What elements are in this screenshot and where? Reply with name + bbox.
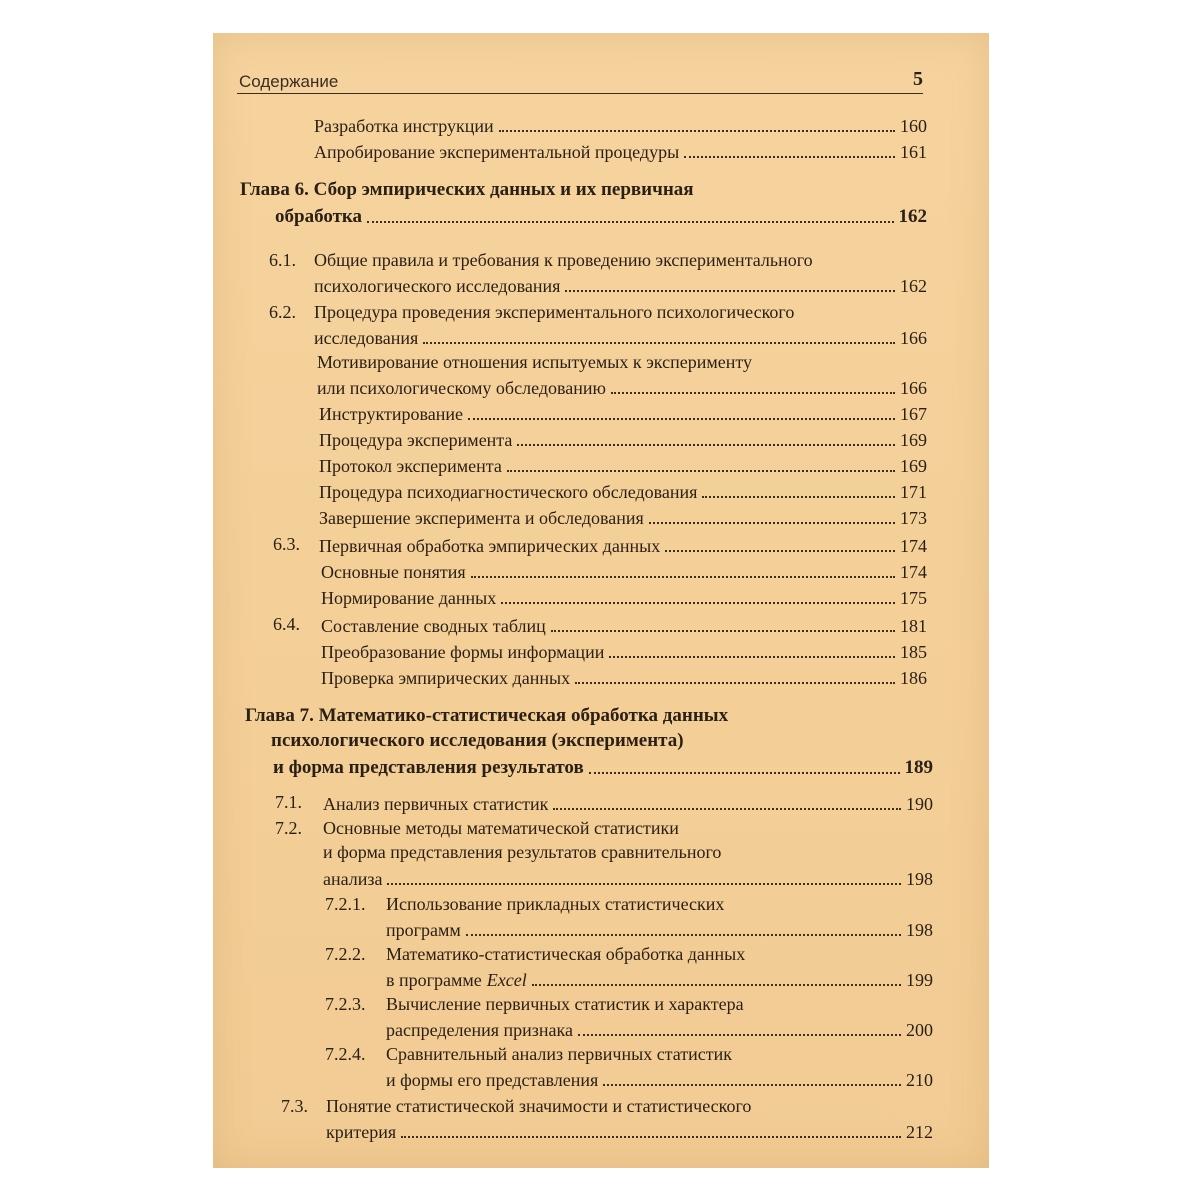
- section-number: 6.1.: [269, 250, 296, 270]
- toc-entry: Составление сводных таблиц 181: [321, 616, 927, 636]
- toc-entry: Завершение эксперимента и обследования 173: [319, 508, 927, 528]
- toc-entry: программ 198: [386, 920, 933, 940]
- toc-entry: распределения признака 200: [386, 1020, 933, 1040]
- section-number: 6.2.: [269, 302, 296, 322]
- toc-entry-line: Понятие статистической значимости и статистического: [326, 1096, 752, 1116]
- toc-entry: Инструктирование 167: [319, 404, 927, 424]
- toc-entry: исследования 166: [314, 328, 927, 348]
- toc-entry: Апробирование экспериментальной процедуры 161: [314, 142, 927, 162]
- toc-entry-line: и форма представления результатов сравнительного: [323, 842, 722, 862]
- chapter-title-line: Глава 6. Сбор эмпирических данных и их первичная: [240, 179, 694, 200]
- toc-entry: критерия 212: [326, 1122, 933, 1142]
- toc-entry: Процедура эксперимента 169: [319, 430, 927, 450]
- toc-entry: Основные понятия 174: [321, 562, 927, 582]
- toc-entry-line: Процедура проведения экспериментального психологического: [314, 302, 795, 322]
- subsection-number: 7.2.3.: [325, 994, 366, 1014]
- chapter-title-line: Глава 7. Математико-статистическая обработка данных: [245, 705, 729, 726]
- toc-entry: Разработка инструкции 160: [314, 116, 927, 136]
- toc-entry: психологического исследования 162: [314, 276, 927, 296]
- toc-entry: Нормирование данных 175: [321, 588, 927, 608]
- section-number: 6.3.: [273, 534, 300, 554]
- section-number: 7.1.: [275, 792, 302, 812]
- table-of-contents: [213, 33, 989, 1168]
- chapter-entry: и форма представления результатов 189: [273, 757, 933, 778]
- toc-entry-line: Общие правила и требования к проведению экспериментального: [314, 250, 813, 270]
- section-number: 6.4.: [273, 614, 300, 634]
- toc-entry: или психологическому обследованию 166: [317, 378, 927, 398]
- toc-entry: Протокол эксперимента 169: [319, 456, 927, 476]
- toc-entry: Процедура психодиагностического обследования 171: [319, 482, 927, 502]
- toc-entry-line: Основные методы математической статистики: [323, 818, 679, 838]
- toc-entry: Преобразование формы информации 185: [321, 642, 927, 662]
- toc-entry-line: Мотивирование отношения испытуемых к эксперименту: [317, 352, 752, 372]
- toc-entry: Первичная обработка эмпирических данных 174: [319, 536, 927, 556]
- toc-entry-line: Сравнительный анализ первичных статистик: [386, 1044, 733, 1064]
- toc-entry-line: Вычисление первичных статистик и характера: [386, 994, 744, 1014]
- toc-entry-line: Математико-статистическая обработка данных: [386, 944, 746, 964]
- section-number: 7.3.: [281, 1096, 308, 1116]
- excel-term: Excel: [486, 970, 527, 990]
- page-number: 5: [913, 68, 923, 90]
- chapter-title-line: психологического исследования (эксперимента): [271, 730, 684, 751]
- section-number: 7.2.: [275, 818, 302, 838]
- chapter-entry: обработка 162: [275, 206, 927, 227]
- header-title: Содержание: [239, 72, 339, 91]
- toc-entry: анализа 198: [323, 869, 933, 889]
- subsection-number: 7.2.1.: [325, 894, 366, 914]
- subsection-number: 7.2.2.: [325, 944, 366, 964]
- book-page: [213, 33, 989, 1168]
- toc-entry: Анализ первичных статистик 190: [323, 794, 933, 814]
- toc-entry: в программе Excel 199: [386, 970, 933, 990]
- toc-entry-line: Использование прикладных статистических: [386, 894, 725, 914]
- toc-entry: и формы его представления 210: [386, 1070, 933, 1090]
- subsection-number: 7.2.4.: [325, 1044, 366, 1064]
- toc-entry: Проверка эмпирических данных 186: [321, 668, 927, 688]
